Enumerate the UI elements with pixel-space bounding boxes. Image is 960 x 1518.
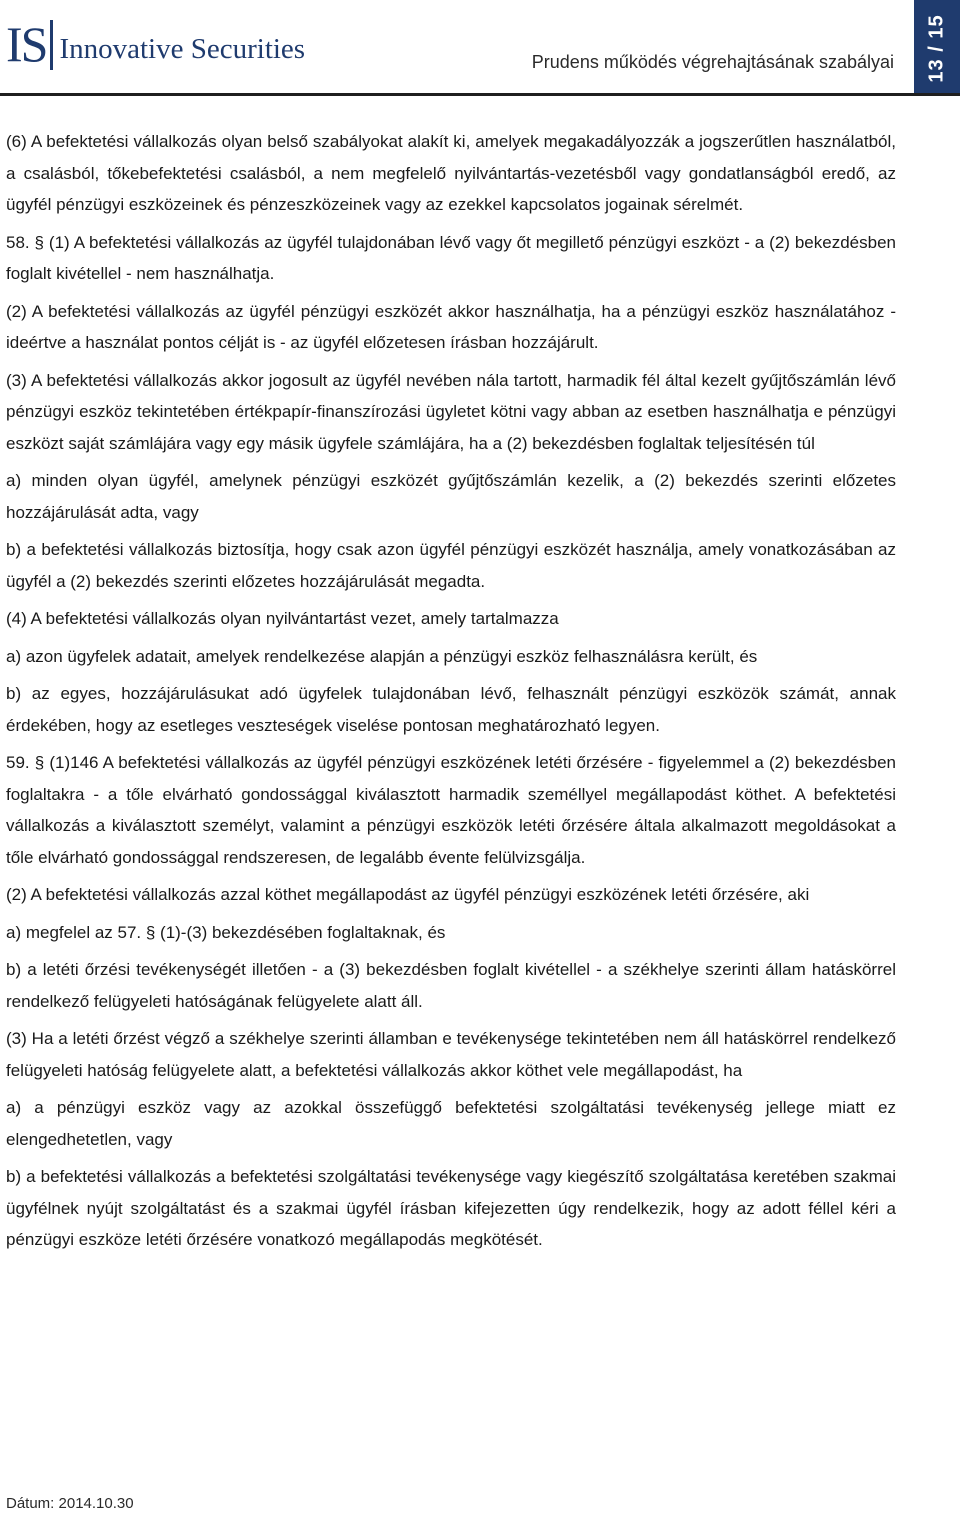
paragraph: a) minden olyan ügyfél, amelynek pénzügyi eszközét gyűjtőszámlán kezelik, a (2) bekezdés szerinti előzetes hozzájárulását adta, vagy bbox=[6, 471, 896, 522]
paragraph: (2) A befektetési vállalkozás az ügyfél pénzügyi eszközét akkor használhatja, ha a pénzügyi eszköz használatához - ideértve a használat pontos célját is - az ügyfél előzetesen írásban hozzájárult. bbox=[6, 301, 896, 352]
logo-name: Innovative Securities bbox=[59, 33, 306, 65]
header-divider bbox=[0, 93, 960, 96]
paragraph: 59. § (1)146 A befektetési vállalkozás az ügyfél pénzügyi eszközének letéti őrzésére - figyelemmel a (2) bekezdésben foglaltakra - a tőle elvárható gondossággal kiválasztott harmadik személlyel megállapodást köthet. A befektetési vállalkozás a kiválasztott személyt, valamint a pénzügyi eszközök letéti őrzésére általa alkalmazott megoldásokat a tőle elvárható gondossággal rendszeresen, de legalább évente felülvizsgálja. bbox=[6, 753, 896, 867]
logo-mark: IS bbox=[6, 16, 47, 72]
paragraph: b) a befektetési vállalkozás biztosítja, hogy csak azon ügyfél pénzügyi eszközét használja, amely vonatkozásában az ügyfél a (2) bekezdés szerinti előzetes hozzájárulását megadta. bbox=[6, 540, 896, 591]
paragraph: a) azon ügyfelek adatait, amelyek rendelkezése alapján a pénzügyi eszköz felhasználásra került, és bbox=[6, 646, 758, 666]
paragraph: a) megfelel az 57. § (1)-(3) bekezdésében foglaltaknak, és bbox=[6, 922, 446, 942]
page-number: 13 / 15 bbox=[925, 13, 948, 83]
document-title: Prudens működés végrehajtásának szabályai bbox=[531, 52, 894, 72]
page-number-tab bbox=[914, 0, 960, 96]
company-logo bbox=[6, 18, 305, 70]
paragraph: b) a befektetési vállalkozás a befektetési szolgáltatási tevékenysége vagy kiegészítő szolgáltatása keretében szakmai ügyfélnek nyújt szolgáltatást és a szakmai ügyfél írásban kifejezetten úgy rendelkezik, hogy az adott féllel kéri a pénzügyi eszköze letéti őrzésére vonatkozó megállapodás megkötését. bbox=[6, 1167, 896, 1249]
paragraph: (2) A befektetési vállalkozás azzal köthet megállapodást az ügyfél pénzügyi eszközének letéti őrzésére, aki bbox=[6, 885, 810, 904]
paragraph: (6) A befektetési vállalkozás olyan belső szabályokat alakít ki, amelyek megakadályozzák a jogszerűtlen használatból, a csalásból, tőkebefektetési csalásból, a nem megfelelő nyilvántartás-vezetésből vagy gondatlanságból eredő, az ügyfél pénzügyi eszközeinek és pénzeszközeinek vagy az ezekkel kapcsolatos jogainak sérelmét. bbox=[6, 132, 896, 214]
paragraph: (4) A befektetési vállalkozás olyan nyilvántartást vezet, amely tartalmazza bbox=[6, 609, 559, 628]
logo-divider bbox=[50, 20, 53, 70]
paragraph: 58. § (1) A befektetési vállalkozás az ügyfél tulajdonában lévő vagy őt megillető pénzügyi eszközt - a (2) bekezdésben foglalt kivétellel - nem használhatja. bbox=[6, 232, 896, 283]
paragraph: b) a letéti őrzési tevékenységét illetően - a (3) bekezdésben foglalt kivétellel - a székhelye szerinti állam hatáskörrel rendelkező felügyeleti hatóságának felügyelete alatt áll. bbox=[6, 960, 896, 1011]
page-header bbox=[0, 0, 960, 96]
paragraph: (3) A befektetési vállalkozás akkor jogosult az ügyfél nevében nála tartott, harmadik fél által kezelt gyűjtőszámlán lévő pénzügyi eszköz tekintetében értékpapír-finanszírozási ügyletet kötni vagy abban az esetben használhatja e pénzügyi eszközt saját számlájára vagy egy másik ügyfele számlájára, ha a (2) bekezdésben foglaltak teljesítésén túl bbox=[6, 370, 896, 453]
document-body bbox=[6, 126, 896, 1262]
paragraph: b) az egyes, hozzájárulásukat adó ügyfelek tulajdonában lévő, felhasznált pénzügyi eszközök számát, annak érdekében, hogy az esetleges veszteségek viselése pontosan meghatározható legyen. bbox=[6, 684, 896, 735]
footer-date: Dátum: 2014.10.30 bbox=[6, 1495, 134, 1512]
paragraph: (3) Ha a letéti őrzést végző a székhelye szerinti államban e tevékenysége tekintetében nem áll hatáskörrel rendelkező felügyeleti hatóság felügyelete alatt, a befektetési vállalkozás akkor köthet vele megállapodást, ha bbox=[6, 1029, 896, 1080]
paragraph: a) a pénzügyi eszköz vagy az azokkal összefüggő befektetési szolgáltatási tevékenység jellege miatt ez elengedhetetlen, vagy bbox=[6, 1098, 896, 1149]
